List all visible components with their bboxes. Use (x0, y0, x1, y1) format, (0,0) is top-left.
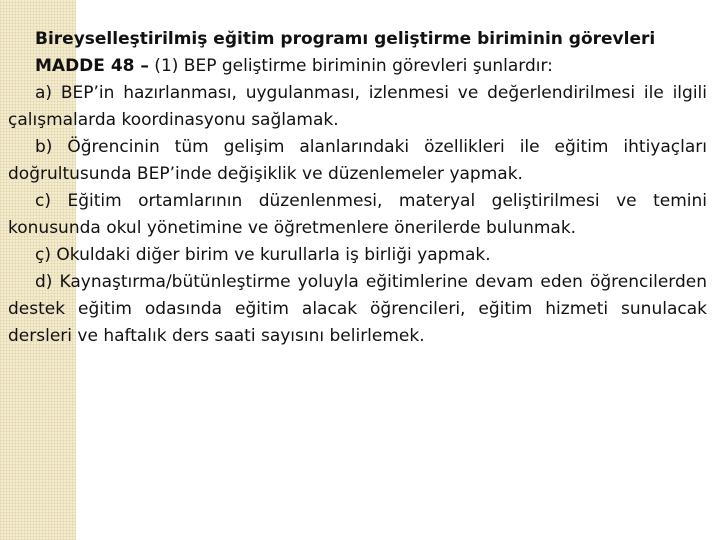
document-title: Bireyselleştirilmiş eğitim programı geliştirme biriminin görevleri (35, 29, 656, 49)
article-paragraph (8, 53, 707, 80)
item-d: d) Kaynaştırma/bütünleştirme yoluyla eğitimlerine devam eden öğrencilerden destek eğitim odasında eğitim alacak öğrencileri, eğitim hizmeti sunulacak dersleri ve haftalık ders saati sayısını belirlemek. (8, 272, 707, 346)
item-b: b) Öğrencinin tüm gelişim alanlarındaki özellikleri ile eğitim ihtiyaçları doğrultusunda BEP’inde değişiklik ve düzenlemeler yapmak. (8, 137, 707, 184)
item-c: c) Eğitim ortamlarının düzenlenmesi, materyal geliştirilmesi ve temini konusunda okul yönetimine ve öğretmenlere önerilerde bulunmak. (8, 191, 707, 238)
item-a: a) BEP’in hazırlanması, uygulanması, izlenmesi ve değerlendirilmesi ile ilgili çalışmalarda koordinasyonu sağlamak. (8, 83, 707, 130)
article-intro: (1) BEP geliştirme biriminin görevleri şunlardır: (148, 56, 553, 76)
item-cc: ç) Okuldaki diğer birim ve kurullarla iş birliği yapmak. (35, 245, 491, 265)
article-label: MADDE 48 – (35, 56, 149, 76)
document-body (8, 26, 707, 350)
